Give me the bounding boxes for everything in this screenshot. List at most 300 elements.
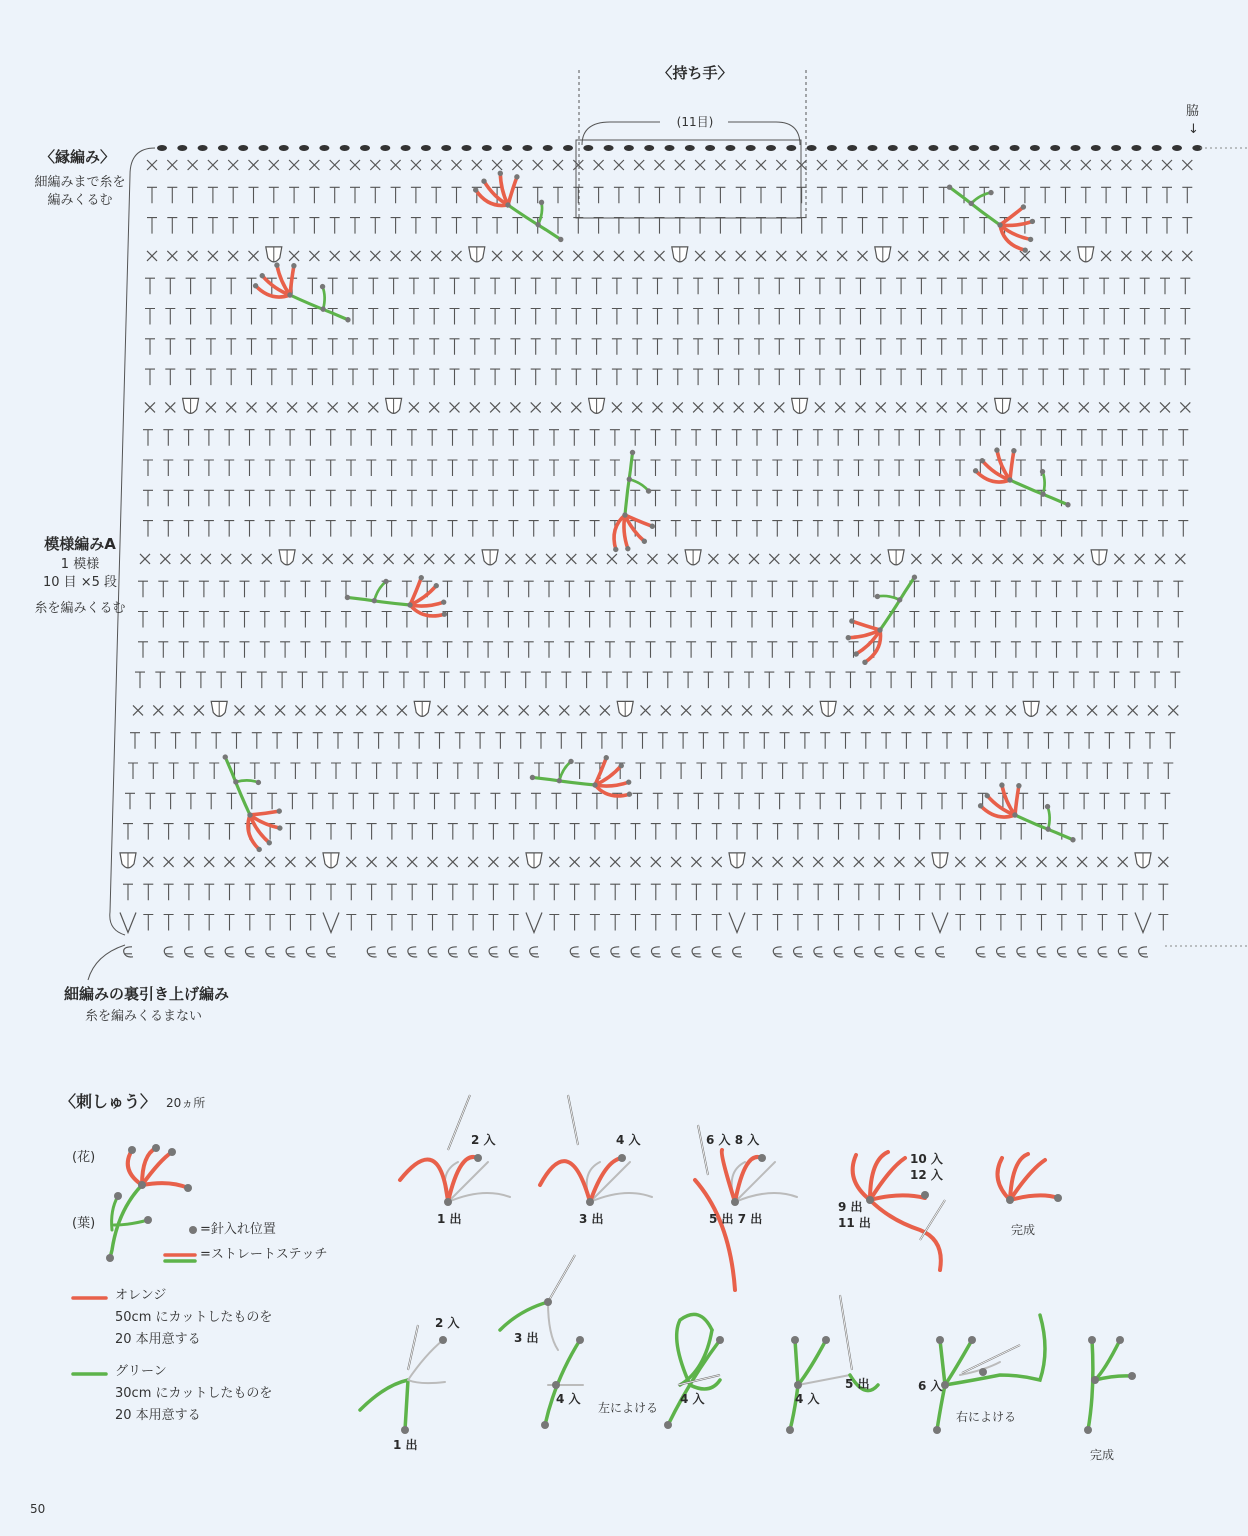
double-crochet-symbol <box>389 339 399 355</box>
double-crochet-symbol <box>1031 581 1041 597</box>
flower-stem <box>508 192 561 252</box>
double-crochet-symbol <box>795 793 805 809</box>
double-crochet-symbol <box>1142 218 1152 234</box>
single-crochet-symbol <box>1142 251 1152 261</box>
double-crochet-symbol <box>854 915 864 931</box>
bottom-label-leader <box>88 945 125 980</box>
needle-point-dot <box>541 1421 549 1429</box>
legend-petal <box>142 1183 188 1188</box>
double-crochet-symbol <box>473 763 483 779</box>
double-crochet-symbol <box>328 278 338 294</box>
flower-stem <box>867 577 927 630</box>
double-crochet-symbol <box>1145 733 1155 749</box>
back-post-symbol <box>286 947 295 957</box>
double-crochet-symbol <box>245 430 255 446</box>
back-post-symbol <box>205 947 214 957</box>
double-crochet-symbol <box>204 884 214 900</box>
double-crochet-symbol <box>305 460 315 476</box>
needle-point-dot <box>586 1198 594 1206</box>
slip-stitch-symbol <box>482 145 492 151</box>
double-crochet-symbol <box>224 430 234 446</box>
double-crochet-symbol <box>805 672 815 688</box>
double-crochet-symbol <box>531 793 541 809</box>
double-crochet-symbol <box>529 490 539 506</box>
single-crochet-symbol <box>844 705 854 715</box>
green-name: グリーン <box>115 1364 167 1379</box>
double-crochet-symbol <box>715 218 725 234</box>
double-crochet-symbol <box>653 309 663 325</box>
single-crochet-symbol <box>1175 554 1185 564</box>
slip-stitch-symbol <box>1071 145 1081 151</box>
double-crochet-symbol <box>617 733 627 749</box>
double-crochet-symbol <box>206 278 216 294</box>
double-crochet-symbol <box>622 672 632 688</box>
needle-highlight <box>548 1255 575 1302</box>
double-crochet-symbol <box>813 915 823 931</box>
double-crochet-symbol <box>610 490 620 506</box>
double-crochet-symbol <box>346 824 356 840</box>
double-crochet-symbol <box>1057 430 1067 446</box>
needle-point-dot <box>371 597 378 604</box>
double-crochet-symbol <box>475 733 485 749</box>
flower-step4-in1: 10 入 <box>910 1152 943 1166</box>
double-crochet-symbol <box>224 490 234 506</box>
back-post-symbol <box>124 947 133 957</box>
single-crochet-symbol <box>188 251 198 261</box>
needle-point-dot <box>344 594 351 601</box>
double-crochet-symbol <box>429 339 439 355</box>
double-crochet-symbol <box>1008 672 1018 688</box>
single-crochet-symbol <box>749 554 759 564</box>
double-crochet-symbol <box>634 218 644 234</box>
needle-highlight <box>568 1095 578 1145</box>
double-crochet-symbol <box>1099 339 1109 355</box>
double-crochet-symbol <box>727 581 737 597</box>
double-crochet-symbol <box>252 733 262 749</box>
double-crochet-symbol <box>1011 612 1021 628</box>
single-crochet-symbol <box>573 251 583 261</box>
leaf-step3-note: 左によける <box>598 1401 659 1415</box>
double-crochet-symbol <box>143 490 153 506</box>
back-post-symbol <box>570 947 579 957</box>
slip-stitch-symbol <box>827 145 837 151</box>
double-crochet-symbol <box>1138 490 1148 506</box>
needle-point-dot <box>998 781 1005 788</box>
needle-point-dot <box>626 791 633 798</box>
v-stitch-symbol <box>1135 913 1151 933</box>
double-crochet-symbol <box>145 369 155 385</box>
double-crochet-symbol <box>1062 763 1072 779</box>
double-crochet-symbol <box>247 793 257 809</box>
double-crochet-symbol <box>1061 218 1071 234</box>
double-crochet-symbol <box>736 218 746 234</box>
needle-point-dot <box>319 283 326 290</box>
single-crochet-symbol <box>1118 857 1128 867</box>
single-crochet-symbol <box>1099 402 1109 412</box>
single-crochet-symbol <box>955 857 965 867</box>
double-crochet-symbol <box>387 521 397 537</box>
needle-point-dot <box>1116 1336 1124 1344</box>
double-crochet-symbol <box>269 218 279 234</box>
double-crochet-symbol <box>996 490 1006 506</box>
double-crochet-symbol <box>585 612 595 628</box>
double-crochet-symbol <box>671 460 681 476</box>
double-crochet-symbol <box>237 672 247 688</box>
double-crochet-symbol <box>592 339 602 355</box>
double-crochet-symbol <box>1077 490 1087 506</box>
double-crochet-symbol <box>495 733 505 749</box>
double-crochet-symbol <box>488 824 498 840</box>
double-crochet-symbol <box>1140 793 1150 809</box>
single-crochet-symbol <box>174 705 184 715</box>
double-crochet-symbol <box>348 278 358 294</box>
needle-point-dot <box>979 1368 987 1376</box>
double-crochet-symbol <box>1016 915 1026 931</box>
double-crochet-symbol <box>835 339 845 355</box>
double-crochet-symbol <box>166 793 176 809</box>
slip-stitch-symbol <box>279 145 289 151</box>
single-crochet-symbol <box>996 857 1006 867</box>
double-crochet-symbol <box>427 521 437 537</box>
single-crochet-symbol <box>986 705 996 715</box>
double-crochet-symbol <box>569 521 579 537</box>
needle-point-dot <box>168 1148 176 1156</box>
needle-point-dot <box>822 1336 830 1344</box>
double-crochet-symbol <box>612 309 622 325</box>
double-crochet-symbol <box>834 915 844 931</box>
single-crochet-symbol <box>776 251 786 261</box>
double-crochet-symbol <box>764 672 774 688</box>
single-crochet-symbol <box>894 857 904 867</box>
double-crochet-symbol <box>950 642 960 658</box>
double-crochet-symbol <box>614 187 624 203</box>
green-thread <box>360 1380 408 1410</box>
double-crochet-symbol <box>318 672 328 688</box>
double-crochet-symbol <box>367 824 377 840</box>
double-crochet-symbol <box>1082 763 1092 779</box>
double-crochet-symbol <box>815 309 825 325</box>
single-crochet-symbol <box>498 705 508 715</box>
double-crochet-symbol <box>874 460 884 476</box>
needle-point-dot <box>576 1336 584 1344</box>
double-crochet-symbol <box>695 187 705 203</box>
double-crochet-symbol <box>267 339 277 355</box>
back-post-symbol <box>976 947 985 957</box>
single-crochet-symbol <box>512 160 522 170</box>
double-crochet-symbol <box>894 884 904 900</box>
double-crochet-symbol <box>876 309 886 325</box>
double-crochet-symbol <box>305 430 315 446</box>
double-crochet-symbol <box>813 460 823 476</box>
double-crochet-symbol <box>683 672 693 688</box>
single-crochet-symbol <box>409 402 419 412</box>
double-crochet-symbol <box>686 612 696 628</box>
double-crochet-symbol <box>691 490 701 506</box>
double-crochet-symbol <box>1040 187 1050 203</box>
double-crochet-symbol <box>1049 672 1059 688</box>
double-crochet-symbol <box>610 915 620 931</box>
double-crochet-symbol <box>267 309 277 325</box>
needle-point-dot <box>529 774 536 781</box>
double-crochet-symbol <box>605 581 615 597</box>
single-crochet-symbol <box>837 160 847 170</box>
double-crochet-symbol <box>592 369 602 385</box>
orange-thread <box>448 1157 478 1202</box>
double-crochet-symbol <box>774 278 784 294</box>
needle-point-dot <box>290 262 297 269</box>
slip-stitch-symbol <box>583 145 593 151</box>
double-crochet-symbol <box>1036 430 1046 446</box>
single-crochet-symbol <box>573 160 583 170</box>
double-crochet-symbol <box>970 612 980 628</box>
double-crochet-symbol <box>711 460 721 476</box>
double-crochet-symbol <box>585 581 595 597</box>
double-crochet-symbol <box>330 187 340 203</box>
double-crochet-symbol <box>531 339 541 355</box>
double-crochet-symbol <box>983 733 993 749</box>
double-crochet-symbol <box>909 612 919 628</box>
single-crochet-symbol <box>856 402 866 412</box>
double-crochet-symbol <box>878 187 888 203</box>
double-crochet-symbol <box>696 763 706 779</box>
single-crochet-symbol <box>1037 857 1047 867</box>
double-crochet-symbol <box>754 309 764 325</box>
single-crochet-symbol <box>546 554 556 564</box>
single-crochet-symbol <box>431 160 441 170</box>
double-crochet-symbol <box>346 521 356 537</box>
double-crochet-symbol <box>524 612 534 628</box>
double-crochet-symbol <box>773 824 783 840</box>
double-crochet-symbol <box>1180 339 1190 355</box>
single-crochet-symbol <box>722 705 732 715</box>
double-crochet-symbol <box>1133 581 1143 597</box>
double-crochet-symbol <box>651 915 661 931</box>
double-crochet-symbol <box>859 763 869 779</box>
flower-step3-in: 6 入 8 入 <box>706 1133 760 1147</box>
green-thread <box>545 1340 580 1425</box>
pattern-size: 10 目 ×5 段 <box>42 575 118 590</box>
side-label: 脇 <box>1186 104 1200 119</box>
single-crochet-symbol <box>695 160 705 170</box>
green-thread <box>405 1380 408 1430</box>
double-crochet-symbol <box>1092 642 1102 658</box>
single-crochet-symbol <box>925 705 935 715</box>
embroidery-motif <box>833 574 939 668</box>
double-crochet-symbol <box>448 460 458 476</box>
double-crochet-symbol <box>368 278 378 294</box>
needle-point-dot <box>114 1192 122 1200</box>
single-crochet-symbol <box>488 857 498 867</box>
single-crochet-symbol <box>1016 857 1026 867</box>
single-crochet-symbol <box>774 402 784 412</box>
double-crochet-symbol <box>638 733 648 749</box>
double-crochet-symbol <box>529 521 539 537</box>
single-crochet-symbol <box>1121 160 1131 170</box>
double-crochet-symbol <box>450 309 460 325</box>
back-post-symbol <box>692 947 701 957</box>
double-crochet-symbol <box>612 369 622 385</box>
double-crochet-symbol <box>184 915 194 931</box>
double-crochet-symbol <box>500 672 510 688</box>
double-crochet-symbol <box>328 339 338 355</box>
double-crochet-symbol <box>788 612 798 628</box>
double-crochet-symbol <box>874 430 884 446</box>
back-post-symbol <box>428 947 437 957</box>
single-crochet-symbol <box>904 705 914 715</box>
needle-point-dot <box>276 807 283 814</box>
double-crochet-symbol <box>287 339 297 355</box>
double-crochet-symbol <box>590 430 600 446</box>
double-crochet-symbol <box>975 521 985 537</box>
double-crochet-symbol <box>549 915 559 931</box>
slip-stitch-symbol <box>462 145 472 151</box>
double-crochet-symbol <box>158 642 168 658</box>
double-crochet-symbol <box>265 521 275 537</box>
double-crochet-symbol <box>536 733 546 749</box>
double-crochet-symbol <box>633 793 643 809</box>
double-crochet-symbol <box>775 793 785 809</box>
slip-stitch-symbol <box>725 145 735 151</box>
double-crochet-symbol <box>285 915 295 931</box>
single-crochet-symbol <box>221 554 231 564</box>
single-crochet-symbol <box>164 857 174 867</box>
slip-stitch-symbol <box>644 145 654 151</box>
needle-point-dot <box>921 1191 929 1199</box>
double-crochet-symbol <box>483 642 493 658</box>
single-crochet-symbol <box>553 160 563 170</box>
double-crochet-symbol <box>1059 309 1069 325</box>
double-crochet-symbol <box>732 521 742 537</box>
double-crochet-symbol <box>541 672 551 688</box>
needle-point-dot <box>276 824 283 831</box>
double-crochet-symbol <box>754 793 764 809</box>
orange-name: オレンジ <box>115 1288 167 1303</box>
double-crochet-symbol <box>287 309 297 325</box>
double-crochet-symbol <box>625 581 635 597</box>
double-crochet-symbol <box>351 763 361 779</box>
double-crochet-symbol <box>918 187 928 203</box>
double-crochet-symbol <box>468 824 478 840</box>
double-crochet-symbol <box>508 521 518 537</box>
double-crochet-symbol <box>815 278 825 294</box>
double-crochet-symbol <box>227 793 237 809</box>
double-crochet-symbol <box>594 187 604 203</box>
double-crochet-symbol <box>849 581 859 597</box>
double-crochet-symbol <box>828 612 838 628</box>
double-crochet-symbol <box>975 490 985 506</box>
double-crochet-symbol <box>1178 430 1188 446</box>
single-crochet-symbol <box>762 705 772 715</box>
slip-stitch-symbol <box>218 145 228 151</box>
slip-stitch-symbol <box>807 145 817 151</box>
double-crochet-symbol <box>610 460 620 476</box>
single-crochet-symbol <box>631 857 641 867</box>
back-post-symbol <box>997 947 1006 957</box>
back-post-symbol <box>875 947 884 957</box>
double-crochet-symbol <box>774 309 784 325</box>
single-crochet-symbol <box>147 160 157 170</box>
double-crochet-symbol <box>368 339 378 355</box>
back-post-symbol <box>854 947 863 957</box>
double-crochet-symbol <box>267 793 277 809</box>
single-crochet-symbol <box>1038 402 1048 412</box>
double-crochet-symbol <box>1079 793 1089 809</box>
double-crochet-symbol <box>894 915 904 931</box>
double-crochet-symbol <box>866 672 876 688</box>
double-crochet-symbol <box>575 763 585 779</box>
double-crochet-symbol <box>1160 309 1170 325</box>
flower-step4-in2: 12 入 <box>910 1168 943 1182</box>
double-crochet-symbol <box>1120 793 1130 809</box>
single-crochet-symbol <box>932 554 942 564</box>
double-crochet-symbol <box>164 884 174 900</box>
double-crochet-symbol <box>407 430 417 446</box>
double-crochet-symbol <box>886 672 896 688</box>
single-crochet-symbol <box>830 554 840 564</box>
double-crochet-symbol <box>686 581 696 597</box>
double-crochet-symbol <box>727 642 737 658</box>
single-crochet-symbol <box>1119 402 1129 412</box>
double-crochet-symbol <box>402 581 412 597</box>
double-crochet-symbol <box>392 763 402 779</box>
double-crochet-symbol <box>341 612 351 628</box>
double-crochet-symbol <box>387 915 397 931</box>
page-number: 50 <box>30 1502 46 1516</box>
double-crochet-symbol <box>1016 884 1026 900</box>
gray-guide <box>590 1193 652 1202</box>
leaf-step5-in: 6 入 <box>918 1379 943 1393</box>
single-crochet-symbol <box>194 705 204 715</box>
single-crochet-symbol <box>448 857 458 867</box>
double-crochet-symbol <box>752 430 762 446</box>
double-crochet-symbol <box>1143 763 1153 779</box>
double-crochet-symbol <box>711 490 721 506</box>
double-crochet-symbol <box>714 793 724 809</box>
double-crochet-symbol <box>531 278 541 294</box>
double-crochet-symbol <box>906 672 916 688</box>
double-crochet-symbol <box>914 460 924 476</box>
double-crochet-symbol <box>833 521 843 537</box>
single-crochet-symbol <box>397 705 407 715</box>
double-crochet-symbol <box>691 460 701 476</box>
double-crochet-symbol <box>752 915 762 931</box>
double-crochet-symbol <box>935 824 945 840</box>
double-crochet-symbol <box>1016 490 1026 506</box>
double-crochet-symbol <box>1158 521 1168 537</box>
double-crochet-symbol <box>795 369 805 385</box>
double-crochet-symbol <box>894 490 904 506</box>
double-crochet-symbol <box>776 218 786 234</box>
double-crochet-symbol <box>808 581 818 597</box>
double-crochet-symbol <box>232 733 242 749</box>
double-crochet-symbol <box>713 369 723 385</box>
single-crochet-symbol <box>302 554 312 564</box>
single-crochet-symbol <box>1067 705 1077 715</box>
double-crochet-symbol <box>1084 733 1094 749</box>
v-stitch-symbol <box>526 913 542 933</box>
double-crochet-symbol <box>693 278 703 294</box>
slip-stitch-symbol <box>1152 145 1162 151</box>
double-crochet-symbol <box>935 521 945 537</box>
double-crochet-symbol <box>785 672 795 688</box>
double-crochet-symbol <box>490 793 500 809</box>
double-crochet-symbol <box>773 884 783 900</box>
bottom-note: 糸を編みくるまない <box>85 1009 203 1024</box>
single-crochet-symbol <box>478 705 488 715</box>
double-crochet-symbol <box>289 187 299 203</box>
slip-stitch-symbol <box>766 145 776 151</box>
double-crochet-symbol <box>1072 642 1082 658</box>
